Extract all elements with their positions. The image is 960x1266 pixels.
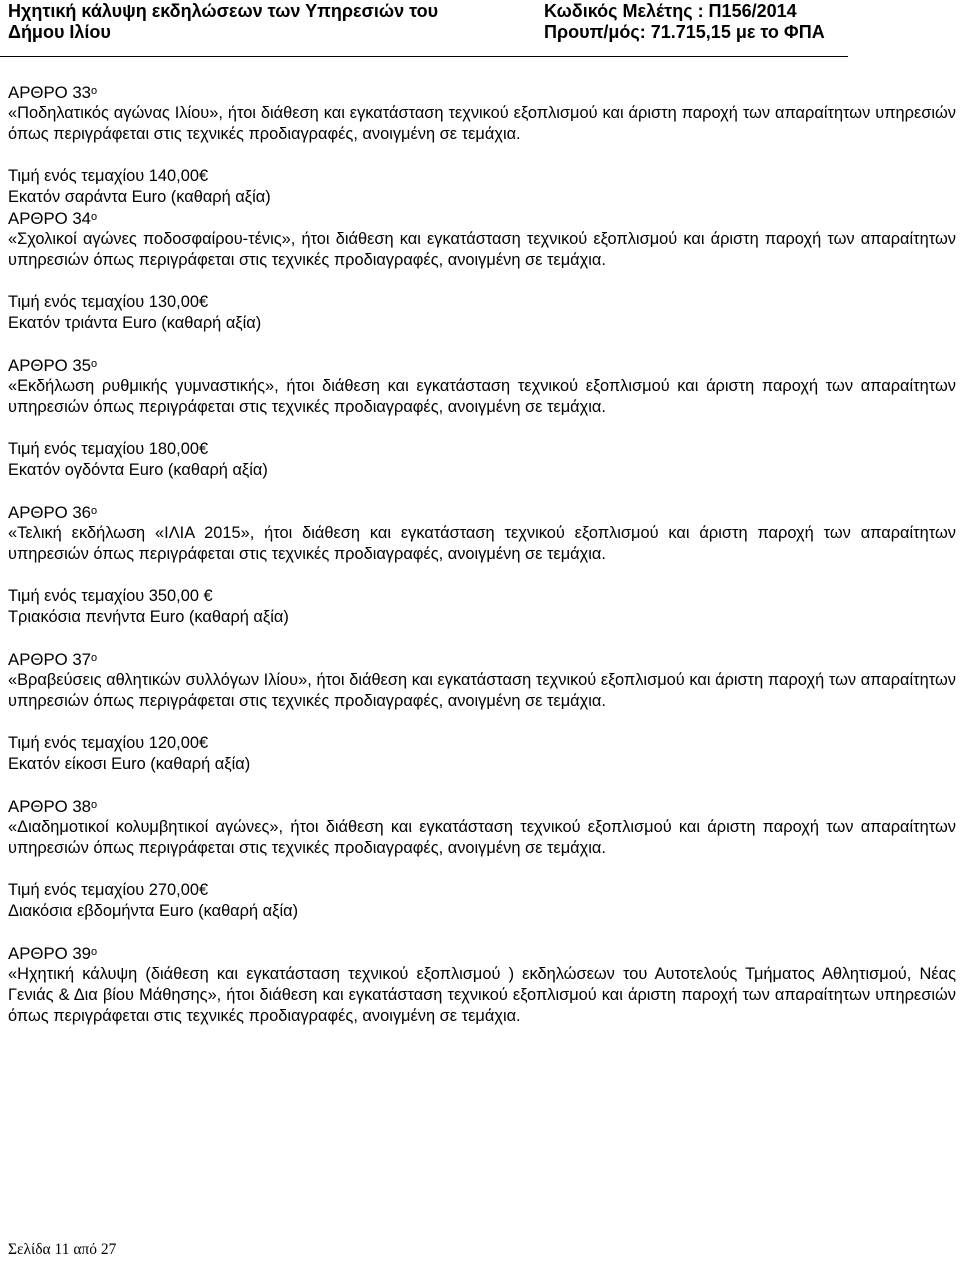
page-number: Σελίδα 11 από 27: [8, 1241, 117, 1258]
header-study-code: Κωδικός Μελέτης : Π156/2014: [544, 1, 797, 21]
header-budget: Προυπ/μός: 71.715,15 με το ΦΠΑ: [544, 22, 825, 42]
price-in-words: Εκατόν ογδόντα Euro (καθαρή αξία): [8, 461, 268, 479]
unit-price: Τιμή ενός τεμαχίου 130,00€: [8, 293, 209, 311]
euro-symbol: €: [198, 734, 209, 752]
article-text: «Βραβεύσεις αθλητικών συλλόγων Ιλίου», ήτοι διάθεση και εγκατάσταση τεχνικού εξοπλισμού και άριστη παροχή των απαραίτητων υπηρεσιών όπως περιγράφεται στις τεχνικές προδιαγραφές, ανοιγμένη σε τεμάχια.: [8, 671, 956, 710]
euro-symbol: €: [198, 440, 209, 458]
article-35: [8, 355, 956, 481]
article-text: «Σχολικοί αγώνες ποδοσφαίρου-τένις», ήτοι διάθεση και εγκατάσταση τεχνικού εξοπλισμού και άριστη παροχή των απαραίτητων υπηρεσιών όπως περιγράφεται στις τεχνικές προδιαγραφές, ανοιγμένη σε τεμάχια.: [8, 230, 956, 269]
article-title: ΑΡΘΡΟ $37^o$: [8, 650, 98, 669]
article-34: [8, 208, 956, 334]
unit-price: Τιμή ενός τεμαχίου 350,00 €: [8, 587, 213, 605]
article-title: ΑΡΘΡΟ $34^o$: [8, 209, 98, 228]
euro-symbol: €: [203, 587, 213, 605]
article-38: [8, 796, 956, 922]
header-rule: [0, 56, 848, 57]
article-39: [8, 943, 956, 1027]
article-text: «Εκδήλωση ρυθμικής γυμναστικής», ήτοι διάθεση και εγκατάσταση τεχνικού εξοπλισμού και άριστη παροχή των απαραίτητων υπηρεσιών όπως περιγράφεται στις τεχνικές προδιαγραφές, ανοιγμένη σε τεμάχια.: [8, 377, 956, 416]
article-text: «Διαδημοτικοί κολυμβητικοί αγώνες», ήτοι διάθεση και εγκατάσταση τεχνικού εξοπλισμού και άριστη παροχή των απαραίτητων υπηρεσιών όπως περιγράφεται στις τεχνικές προδιαγραφές, ανοιγμένη σε τεμάχια.: [8, 818, 956, 857]
price-in-words: Εκατόν τριάντα Euro (καθαρή αξία): [8, 314, 262, 332]
article-37: [8, 649, 956, 775]
unit-price: Τιμή ενός τεμαχίου 180,00€: [8, 440, 209, 458]
article-title: ΑΡΘΡΟ $36^o$: [8, 503, 98, 522]
article-title: ΑΡΘΡΟ $35^o$: [8, 356, 98, 375]
price-in-words: Τριακόσια πενήντα Euro (καθαρή αξία): [8, 608, 289, 626]
euro-symbol: €: [198, 167, 209, 185]
price-in-words: Διακόσια εβδομήντα Euro (καθαρή αξία): [8, 902, 299, 920]
article-36: [8, 502, 956, 628]
article-title: ΑΡΘΡΟ $39^o$: [8, 944, 98, 963]
header-title-line2: Δήμου Ιλίου: [8, 22, 111, 42]
article-text: «Ποδηλατικός αγώνας Ιλίου», ήτοι διάθεση και εγκατάσταση τεχνικού εξοπλισμού και άριστη παροχή των απαραίτητων υπηρεσιών όπως περιγράφεται στις τεχνικές προδιαγραφές, ανοιγμένη σε τεμάχια.: [8, 104, 956, 143]
unit-price: Τιμή ενός τεμαχίου 270,00€: [8, 881, 209, 899]
euro-symbol: €: [198, 881, 209, 899]
page-header: [0, 0, 960, 62]
article-text: «Τελική εκδήλωση «ΙΛΙΑ 2015», ήτοι διάθεση και εγκατάσταση τεχνικού εξοπλισμού και άριστη παροχή των απαραίτητων υπηρεσιών όπως περιγράφεται στις τεχνικές προδιαγραφές, ανοιγμένη σε τεμάχια.: [8, 524, 956, 563]
article-title: ΑΡΘΡΟ $38^o$: [8, 797, 98, 816]
article-text: «Ηχητική κάλυψη (διάθεση και εγκατάσταση τεχνικού εξοπλισμού ) εκδηλώσεων του Αυτοτελούς Τμήματος Αθλητισμού, Νέας Γενιάς & Δια βίου Μάθησης», ήτοι διάθεση και εγκατάσταση τεχνικού εξοπλισμού και άριστη παροχή των απαραίτητων υπηρεσιών όπως περιγράφεται στις τεχνικές προδιαγραφές, ανοιγμένη σε τεμάχια.: [8, 965, 956, 1025]
euro-symbol: €: [198, 293, 209, 311]
header-title-line1: Ηχητική κάλυψη εκδηλώσεων των Υπηρεσιών του: [8, 1, 439, 21]
price-in-words: Εκατόν σαράντα Euro (καθαρή αξία): [8, 188, 271, 206]
unit-price: Τιμή ενός τεμαχίου 120,00€: [8, 734, 209, 752]
price-in-words: Εκατόν είκοσι Euro (καθαρή αξία): [8, 755, 251, 773]
unit-price: Τιμή ενός τεμαχίου 140,00€: [8, 167, 209, 185]
article-33: [8, 82, 956, 208]
article-title: ΑΡΘΡΟ $33^o$: [8, 83, 98, 102]
document-body: [8, 82, 956, 1027]
